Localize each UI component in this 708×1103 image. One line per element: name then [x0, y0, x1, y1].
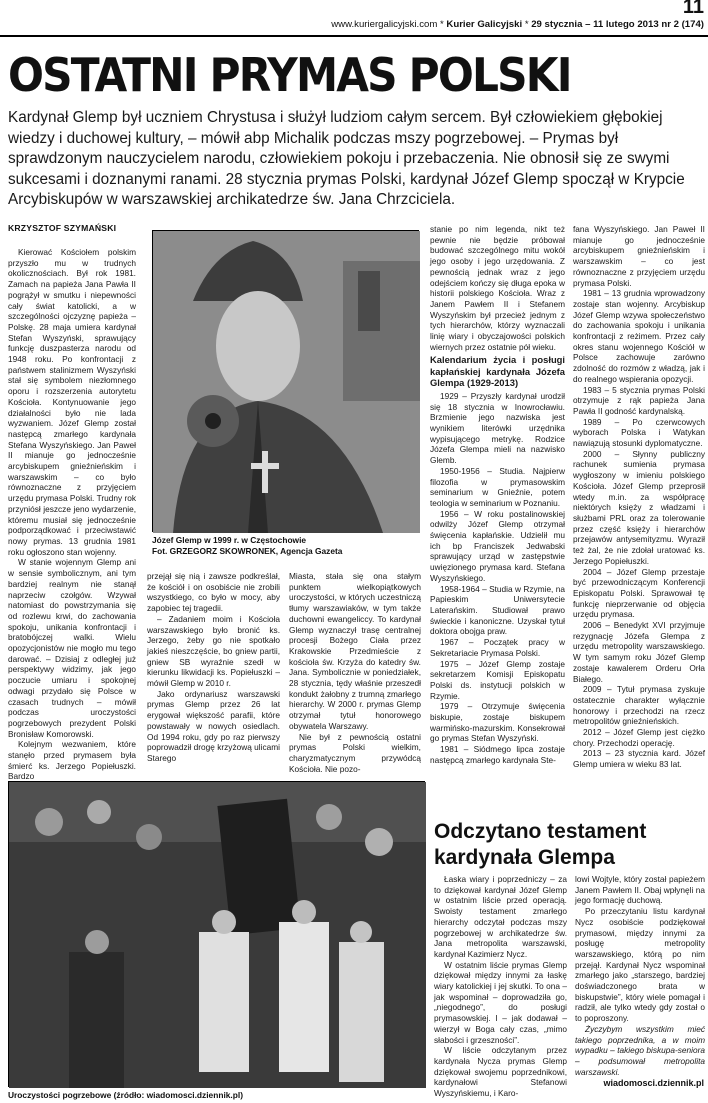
- paragraph: Po przeczytaniu listu kardynał Nycz osobiście podziękował prymasowi, między innymi za posługę metropolity warszawskiego, którą po nim przejął. Kardynał Nycz wspominał zmarłego jako „starszego, bardziej doświadczonego brata w biskupstwie”, który wiele pomagał i radził, ale tylko wtedy gdy został o to poproszony.: [575, 906, 705, 1024]
- portrait-illustration: [153, 231, 420, 533]
- paragraph: W ostatnim liście prymas Glemp dziękował między innymi za łaskę wiary katolickiej i jej skutki. To ona – jak wspominał – doprowadziła go, „niegodnego”, do posługi prymasowskiej. I – jak dodawał – wierzył w Boga cały czas, „mimo słabości i grzeszności”.: [434, 959, 567, 1045]
- sidebar-source: wiadomosci.dziennik.pl: [603, 1078, 704, 1088]
- running-head-paper: Kurier Galicyjski: [446, 19, 523, 30]
- paragraph: 1983 – 5 stycznia prymas Polski otrzymuje z rąk papieża Jana Pawła II godność kardynalską.: [573, 384, 705, 416]
- page-number: 11: [682, 0, 704, 18]
- paragraph: Kolejnym wezwaniem, które stanęło przed prymasem była śmierć ks. Jerzego Popiełuszki. Bardzo: [8, 739, 136, 782]
- article-column-4: [430, 224, 565, 784]
- paragraph: 1981 – 13 grudnia wprowadzony zostaje stan wojenny. Arcybiskup Józef Glemp wzywa społeczeństwo do zachowania spokoju i unikania konfrontacji z reżimem. Przez cały okres stanu wojennego Kościół w Polsce zachowuje zarówno zdolność do rozmów z władzą, jak i do realnego wspierania opozycji.: [573, 288, 705, 384]
- paragraph: 1950-1956 – Studia. Najpierw filozofia w prymasowskim seminarium w Gnieźnie, potem teologia w seminarium w Poznaniu.: [430, 465, 565, 508]
- paragraph: 2009 – Tytuł prymasa zyskuje ostatecznie charakter wyłącznie honorowy i przechodzi na rzecz metropolitów gnieźnieńskich.: [573, 684, 705, 727]
- sidebar-column-b: [575, 874, 705, 1077]
- funeral-caption: Uroczystości pogrzebowe (źródło: wiadomosci.dziennik.pl): [8, 1090, 243, 1100]
- article-column-3: [289, 571, 421, 781]
- paragraph: Łaska wiary i poprzedniczy – za to dziękował kardynał Józef Glemp w ostatnim liście przed operacją. Swoisty testament zmarłego hierarchy odczytał podczas mszy pogrzebowej w archikatedrze św. Jana metropolita warszawski, kardynał Kazimierz Nycz.: [434, 874, 567, 959]
- paragraph: stanie po nim legenda, nikt też pewnie nie będzie próbował budować szczególnego mitu wokół jego osoby i jego urzędowania. Z pewnością jednak wraz z jego odejściem kończy się długa epoka w historii polskiego Kościoła. Wraz z Janem Pawłem II i Stefanem Wyszyńskim był przecież jednym z tych hierarchów, którzy wyznaczali linię wiary i obyczajowości polskich wiernych przez ostatnie pół wieku.: [430, 224, 565, 352]
- paragraph: Jako ordynariusz warszawski prymas Glemp przez 26 lat erygował większość parafii, które powstawały w nowych osiedlach. Od 1994 roku, gdy po raz pierwszy poprowadził drogę krzyżową ulicami Starego: [147, 688, 280, 763]
- header-rule: [0, 35, 708, 37]
- paragraph: W stanie wojennym Glemp ani w sensie symbolicznym, ani tym bardziej realnym nie stanął naprzeciw czołgów. Wzywał natomiast do powstrzymania się od rozlewu krwi, do zachowania spokoju, unikania konfrontacji i bratobójczej walki. Wielu opozycjonistów nie mogło mu tego darować. – Dzisiaj z odległej już perspektywy widzimy, jak jego poczucie umiaru i spokojnej odwagi przydało się Polsce w czasach trudnych – mówił podczas uroczystości pogrzebowych prezydent Polski Bronisław Komorowski.: [8, 557, 136, 739]
- paragraph: 2004 – Józef Glemp przestaje być przewodniczącym Konferencji Episkopatu Polski. Sprawował tę funkcję nieprzerwanie od objęcia urzędu prymasa.: [573, 566, 705, 620]
- running-head-date: 29 stycznia – 11 lutego 2013 nr 2 (174): [531, 19, 704, 30]
- article-column-1: [8, 247, 136, 792]
- lead-paragraph: Kardynał Glemp był uczniem Chrystusa i służył ludziom całym sercem. Był człowiekiem głębokiej wiedzy i duchowej kultury, – mówił abp Michalik podczas mszy pogrzebowej. – Prymas był sprawdzonym nauczycielem narodu, człowiekiem pokoju i przebaczenia. Nie obnosił się ze swymi sukcesami i doznanymi ranami. 28 stycznia prymas Polski, kardynał Józef Glemp spoczął w Krypcie Arcybiskupów w warszawskiej archikatedrze św. Jana Chrzciciela.: [8, 109, 685, 208]
- running-head-sep: *: [440, 19, 447, 30]
- paragraph: Miasta, stała się ona stałym punktem wielkopiątkowych uroczystości, w których uczestniczą tłumy warszawiaków, w tym także duchowni ewangeliccy. To kardynał Glemp wyznaczył trasę centralnej procesji Bożego Ciała przez Krakowskie Przedmieście z kościoła św. Krzyża do katedry św. Jana. Symbolicznie w poniedziałek, 28 stycznia, tędy właśnie przeszedł kondukt żałobny z trumną zmarłego hierarchy. W 2000 r. prymas Glemp otrzymał tytuł honorowego obywatela Warszawy.: [289, 571, 421, 731]
- paragraph: 2013 – 23 stycznia kard. Józef Glemp umiera w wieku 83 lat.: [573, 748, 705, 770]
- sidebar-title-1: Odczytano testament: [434, 820, 647, 843]
- running-head: [331, 19, 704, 30]
- portrait-caption-2: Fot. GRZEGORZ SKOWRONEK, Agencja Gazeta: [152, 546, 343, 556]
- paragraph: 2000 – Słynny publiczny rachunek sumienia prymasa wygłoszony w imieniu polskiego Kościoła. Józef Glemp przeprosił wtedy m.in. za współpracę niektórych księży z władzami i służbami PRL oraz za tolerowanie przez część księży i hierarchów przejawów antysemityzmu. Wyraził też żal, że nie zdołał uratować ks. Jerzego Popiełuszki.: [573, 448, 705, 566]
- paragraph: 1967 – Początek pracy w Sekretariacie Prymasa Polski.: [430, 637, 565, 658]
- article-column-5: [573, 224, 705, 784]
- paragraph: 1979 – Otrzymuje święcenia biskupie, zostaje biskupem warmińsko-mazurskim. Konsekrował go prymas Stefan Wyszyński.: [430, 701, 565, 744]
- paragraph: 1958-1964 – Studia w Rzymie, na Papieskim Uniwersytecie Laterańskim. Studiował prawo świeckie i kanoniczne. Uzyskał tytuł doktora obojga praw.: [430, 583, 565, 637]
- paragraph: 2006 – Benedykt XVI przyjmuje rezygnację Józefa Glempa z urzędu metropolity warszawskiego. W tym samym roku Józef Glemp zostaje kawalerem Orderu Orła Białego.: [573, 620, 705, 684]
- sidebar-title-2: kardynała Glempa: [434, 846, 615, 869]
- portrait-caption-1: Józef Glemp w 1999 r. w Częstochowie: [152, 535, 307, 545]
- paragraph: 2012 – Józef Glemp jest ciężko chory. Przechodzi operację.: [573, 727, 705, 748]
- sidebar-column-a: [434, 874, 567, 1099]
- paragraph: W liście odczytanym przez kardynała Nycza prymas Glemp dziękował swojemu poprzednikowi, kardynałowi Stefanowi Wyszyńskiemu, i Karo-: [434, 1045, 567, 1099]
- running-head-site: www.kuriergalicyjski.com: [331, 19, 438, 30]
- paragraph: przejął się nią i zawsze podkreślał, że kościół i on osobiście nie zrobili wszystkiego, co było w mocy, aby zapobiec tej tragedii.: [147, 571, 280, 614]
- paragraph: 1989 – Po czerwcowych wyborach Polska i Watykan nawiązują stosunki dyplomatyczne.: [573, 416, 705, 449]
- paragraph: 1929 – Przyszły kardynał urodził się 18 stycznia w Inowrocławiu. Brzmienie jego nazwiska jest wynikiem literówki urzędnika wypisującego metrykę. Rodzice Józefa Glempa mieli na nazwisko Glemb.: [430, 390, 565, 466]
- portrait-photo: [152, 230, 419, 532]
- paragraph: 1956 – W roku postalinowskiej odwilży Józef Glemp otrzymał święcenia kapłańskie. Udzielił mu ich bp Franciszek Jedwabski sprawujący urząd w zastępstwie uwięzionego prymasa kard. Stefana Wyszyńskiego.: [430, 508, 565, 583]
- running-head-sep2: *: [524, 19, 532, 30]
- paragraph: 1981 – Siódmego lipca zostaje następcą zmarłego kardynała Ste-: [430, 744, 565, 765]
- funeral-photo: [8, 781, 425, 1087]
- funeral-illustration: [9, 782, 426, 1088]
- page-title: OSTATNI PRYMAS POLSKI: [8, 48, 571, 102]
- paragraph: – Zadaniem moim i Kościoła warszawskiego było bronić ks. Jerzego, żeby go nie spotkało jakieś nieszczęście, bo gniew partii, gniew SB wyraźnie szedł w kierunku likwidacji ks. Popiełuszki – mówił Glemp w 2010 r.: [147, 613, 280, 689]
- paragraph: fana Wyszyńskiego. Jan Paweł II mianuje go jednocześnie arcybiskupem gnieźnieńskim i warszawskim – co jest równoznaczne z przyjęciem urzędu prymasa Polski.: [573, 224, 705, 288]
- paragraph: Życzybym wszystkim mieć takiego poprzednika, a w moim wypadku – takiego biskupa-seniora – podsumował metropolita warszawski.: [575, 1023, 705, 1077]
- paragraph: 1975 – Józef Glemp zostaje sekretarzem Komisji Episkopatu Polski ds. instytucji polskich w Rzymie.: [430, 658, 565, 701]
- article-column-2: [147, 571, 280, 781]
- calendar-heading: Kalendarium życia i posługi kapłańskiej kardynała Józefa Glempa (1929-2013): [430, 354, 565, 389]
- paragraph: lowi Wojtyle, który został papieżem Janem Pawłem II. Obaj wpłynęli na jego formację duchową.: [575, 874, 705, 906]
- paragraph: Nie był z pewnością ostatni prymas Polski wielkim, charyzmatycznym przywódcą Kościoła. Nie pozo-: [289, 731, 421, 774]
- author-byline: KRZYSZTOF SZYMAŃSKI: [8, 223, 117, 233]
- paragraph: Kierować Kościołem polskim przyszło mu w trudnych okolicznościach. Był rok 1981. Zamach na papieża Jana Pawła II pogrążył w smutku i niepewności cały świat katolicki, a w szczególności ojczyznę papieża – Polskę. 28 maja umiera kardynał Stefan Wyszyński, sprawujący funkcję duszpasterza narodu od 1948 roku. Po konfrontacji z państwem stalinizmem Wyszyński stał się symbolem niezłomnego oporu i rozszerzenia autorytetu Kościoła. Kontynuowanie jego działalności było nie lada wyzwaniem. Józef Glemp został następcą zmarłego kardynała Stefana Wyszyńskiego. Jan Paweł II mianuje go jednocześnie arcybiskupem gnieźnieńskim i warszawskim – co było równoznaczne z przyjęciem urzędu prymasa Polski. Trudny rok przyniósł jeszcze jeno wydarzenie, któremu musiał się jednocześnie podporządkować i przeciwstawić nowy prymas. 13 grudnia 1981 roku ogłoszono stan wojenny.: [8, 247, 136, 557]
